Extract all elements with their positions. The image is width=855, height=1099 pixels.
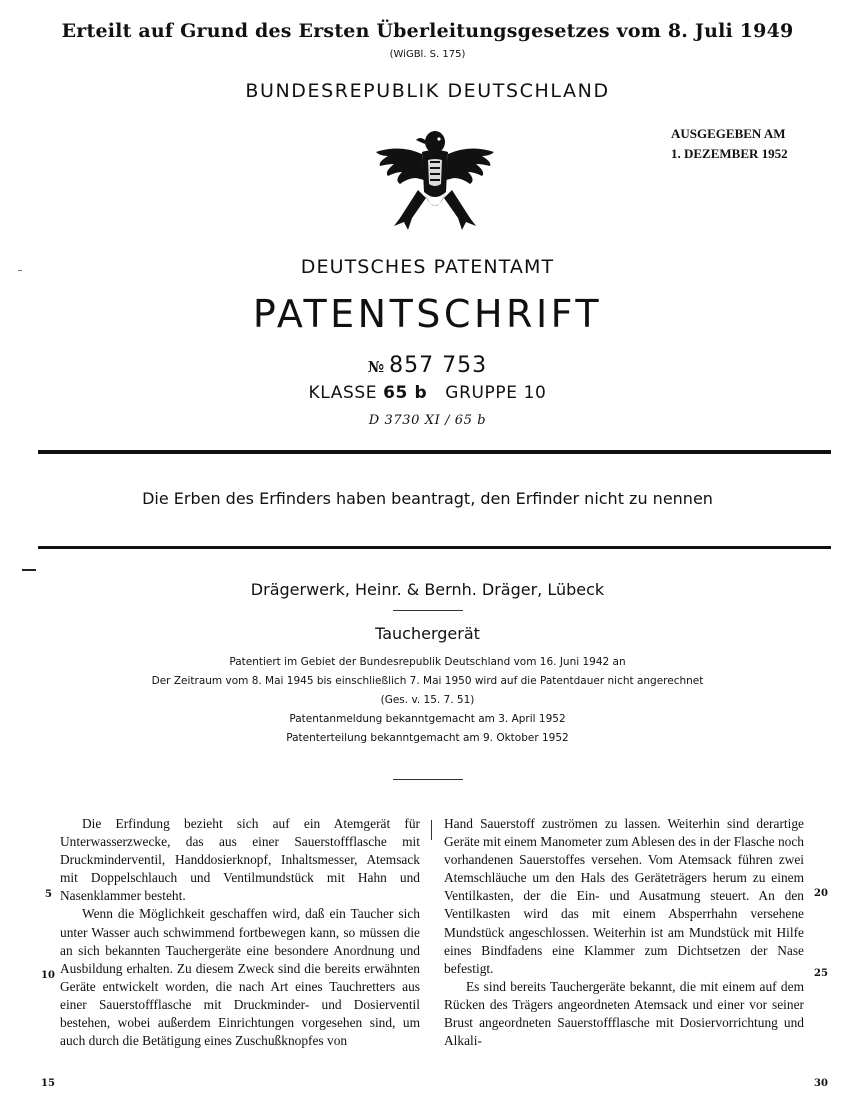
meta-line: Patenterteilung bekanntgemacht am 9. Oktober 1952 — [286, 732, 569, 744]
issue-date-block — [671, 124, 831, 164]
meta-line: Der Zeitraum vom 8. Mai 1945 bis einschließlich 7. Mai 1950 wird auf die Patentdauer nicht angerechnet — [151, 675, 704, 687]
meta-line: Patentanmeldung bekanntgemacht am 3. April 1952 — [289, 713, 566, 725]
body-column-right — [444, 815, 804, 1050]
short-divider-bottom — [393, 779, 463, 780]
patent-metadata — [0, 653, 855, 748]
patent-number — [0, 353, 855, 378]
invention-title: Tauchergerät — [375, 624, 480, 643]
line-number: 15 — [41, 1078, 55, 1089]
short-divider — [393, 610, 463, 611]
inventor-note: Die Erben des Erfinders haben beantragt, den Erfinder nicht zu nennen — [142, 489, 713, 508]
margin-mark — [18, 270, 22, 271]
body-column-left — [60, 815, 420, 1050]
margin-dash — [22, 569, 36, 571]
grant-notice: Erteilt auf Grund des Ersten Überleitungsgesetzes vom 8. Juli 1949 — [61, 20, 794, 42]
file-reference: D 3730 XI / 65 b — [368, 413, 487, 428]
group-label: GRUPPE — [445, 383, 518, 403]
document-type-heading: PATENTSCHRIFT — [252, 292, 603, 336]
country-heading: BUNDESREPUBLIK DEUTSCHLAND — [245, 80, 610, 102]
body-paragraph: Hand Sauerstoff zuströmen zu lassen. Weiterhin sind derartige Geräte mit einem Manometer zum Ablesen des in der Flasche noch vorhandenen Sauerstoffes versehen. Vom Atemsack führen zwei Atemschläuche um den Hals des Geräteträgers herum zu einem Ventilkasten, der die Ein- und Ausatmung steuert. An den Ventilkasten wird das mit einem Absperrhahn versehene Mundstück angeschlossen. Weiterhin ist am Mundstück mit Hilfe eines Bindfadens eine Klammer zum Dichtsetzen der Nase befestigt. — [444, 816, 804, 976]
applicant: Drägerwerk, Heinr. & Bernh. Dräger, Lübeck — [250, 580, 605, 599]
class-value: 65 b — [383, 383, 428, 403]
line-number: 20 — [814, 888, 828, 899]
column-divider — [431, 820, 432, 840]
grant-notice-reference: (WiGBl. S. 175) — [389, 49, 466, 60]
patent-number-prefix: № — [367, 358, 386, 376]
issue-date-label: AUSGEGEBEN AM — [671, 126, 786, 141]
group-value: 10 — [523, 383, 547, 403]
body-paragraph: Wenn die Möglichkeit geschaffen wird, daß ein Taucher sich unter Wasser auch schwimmend fortbewegen kann, so müssen die an sich bekannten Tauchergeräte eine besondere Anordnung und Ausbildung erhalten. Zu diesem Zweck sind die bereits erwähnten Geräte entwickelt worden, die nach Art eines Tauchretters aus einer Sauerstoffflasche mit Druckminder- und Dosierventil bestehen, wobei außerdem Einrichtungen vorgesehen sind, um auch durch die Betätigung eines Zuschußknopfes von — [60, 906, 420, 1049]
office-heading: DEUTSCHES PATENTAMT — [300, 256, 555, 278]
federal-eagle-icon — [370, 122, 500, 236]
line-number: 10 — [41, 970, 55, 981]
meta-line: (Ges. v. 15. 7. 51) — [380, 694, 475, 706]
issue-date-value: 1. DEZEMBER 1952 — [671, 146, 788, 161]
class-label: KLASSE — [308, 383, 378, 403]
middle-divider — [38, 546, 831, 549]
patent-number-value: 857 753 — [389, 353, 488, 378]
classification — [0, 383, 855, 403]
meta-line: Patentiert im Gebiet der Bundesrepublik Deutschland vom 16. Juni 1942 an — [229, 656, 626, 668]
line-number: 5 — [45, 889, 52, 900]
line-number: 30 — [814, 1078, 828, 1089]
body-paragraph: Es sind bereits Tauchergeräte bekannt, die mit einem auf dem Rücken des Trägers angeordneten Atemsack und einer vor seiner Brust angeordneten Sauerstoffflasche mit Dosiervorrichtung und Alkali- — [444, 978, 804, 1049]
line-number: 25 — [814, 968, 828, 979]
top-divider — [38, 450, 831, 454]
body-paragraph: Die Erfindung bezieht sich auf ein Atemgerät für Unterwasserzwecke, das aus einer Sauerstoffflasche mit Druckminderventil, Handdosierknopf, Inhaltsmesser, Atemsack mit Doppelschlauch und Ventilmundstück mit Hahn und Nasenklammer besteht. — [60, 816, 420, 904]
